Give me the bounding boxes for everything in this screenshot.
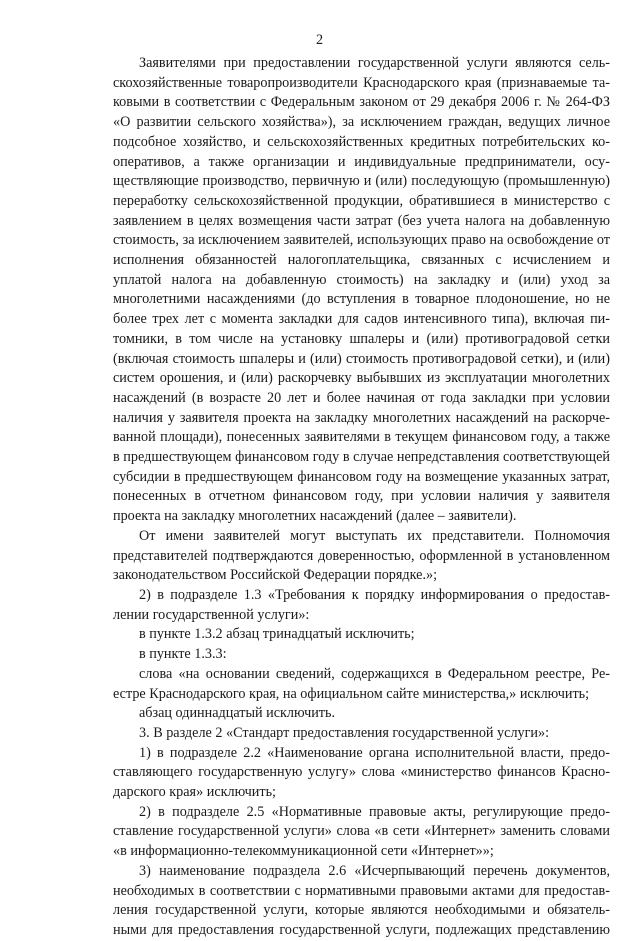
page-number: 2 bbox=[315, 32, 324, 48]
paragraph-subsection-1-3: 2) в подразделе 1.3 «Требования к порядку информирования о предоставлении государственной услуги»: bbox=[113, 586, 610, 623]
paragraph-subsection-2-2: 1) в подразделе 2.2 «Наименование органа исполнительной власти, предоставляющего государственную услугу» слова «министерство финансов Краснодарского края» исключить; bbox=[113, 744, 610, 801]
document-body bbox=[113, 54, 610, 941]
paragraph-item-1-3-2: в пункте 1.3.2 абзац тринадцатый исключить; bbox=[139, 626, 415, 643]
paragraph-representatives: От имени заявителей могут выступать их представители. Полномочия представителей подтверждаются доверенностью, оформленной в установленном законодательством Российской Федерации порядке.»; bbox=[113, 527, 610, 584]
paragraph-words-excluded: слова «на основании сведений, содержащихся в Федеральном реестре, Реестре Краснодарского края, на официальном сайте министерства,» исключить; bbox=[113, 665, 610, 702]
paragraph-subsection-2-5: 2) в подразделе 2.5 «Нормативные правовые акты, регулирующие предоставление государственной услуги» слова «в сети «Интернет» заменить словами «в информационно-телекоммуникационной сети «Интернет»»; bbox=[113, 803, 610, 860]
paragraph-section-2: 3. В разделе 2 «Стандарт предоставления государственной услуги»: bbox=[139, 724, 550, 741]
paragraph-applicants: Заявителями при предоставлении государственной услуги являются сельскохозяйственные товаропроизводители Краснодарского края (признаваемые таковыми в соответствии с Федеральным законом от 29 декабря 2006 г. № 264-ФЗ «О развитии сельского хозяйства»), за исключением граждан, ведущих личное подсобное хозяйство, и сельскохозяйственных кредитных потребительских кооперативов, а также организации и индивидуальные предприниматели, осуществляющие производство, первичную и (или) последующую (промышленную) переработку сельскохозяйственной продукции, обратившиеся в министерство с заявлением в целях возмещения части затрат (без учета налога на добавленную стоимость, за исключением заявителей, использующих право на освобождение от исполнения обязанностей налогоплательщика, связанных с исчислением и уплатой налога на добавленную стоимость) на закладку и (или) уход за многолетними насаждениями (до вступления в товарное плодоношение, но не более трех лет с момента закладки для садов интенсивного типа), включая питомники, в том числе на установку шпалеры и (или) противоградовой сетки (включая стоимость шпалеры и (или) стоимость противоградовой сетки), и (или) систем орошения, и (или) раскорчевку выбывших из эксплуатации многолетних насаждений (в возрасте 20 лет и более начиная от года закладки при условии наличия у заявителя проекта на закладку многолетних насаждений на раскорчеванной площади), понесенных заявителями в текущем финансовом году, а также в предшествующем финансовом году в случае непредставления соответствующей субсидии в предшествующем финансовом году на возмещение указанных затрат, понесенных в отчетном финансовом году, при условии наличия у заявителя проекта на закладку многолетних насаждений (далее – заявители). bbox=[113, 55, 610, 525]
paragraph-item-1-3-3: в пункте 1.3.3: bbox=[139, 646, 227, 663]
paragraph-abzac-excluded: абзац одиннадцатый исключить. bbox=[139, 705, 336, 722]
paragraph-subsection-2-6: 3) наименование подраздела 2.6 «Исчерпывающий перечень документов, необходимых в соответствии с нормативными правовыми актами для предоставления государственной услуги, которые являются необходимыми и обязательными для предоставления государственной услуги, подлежащих представлению bbox=[113, 862, 610, 938]
